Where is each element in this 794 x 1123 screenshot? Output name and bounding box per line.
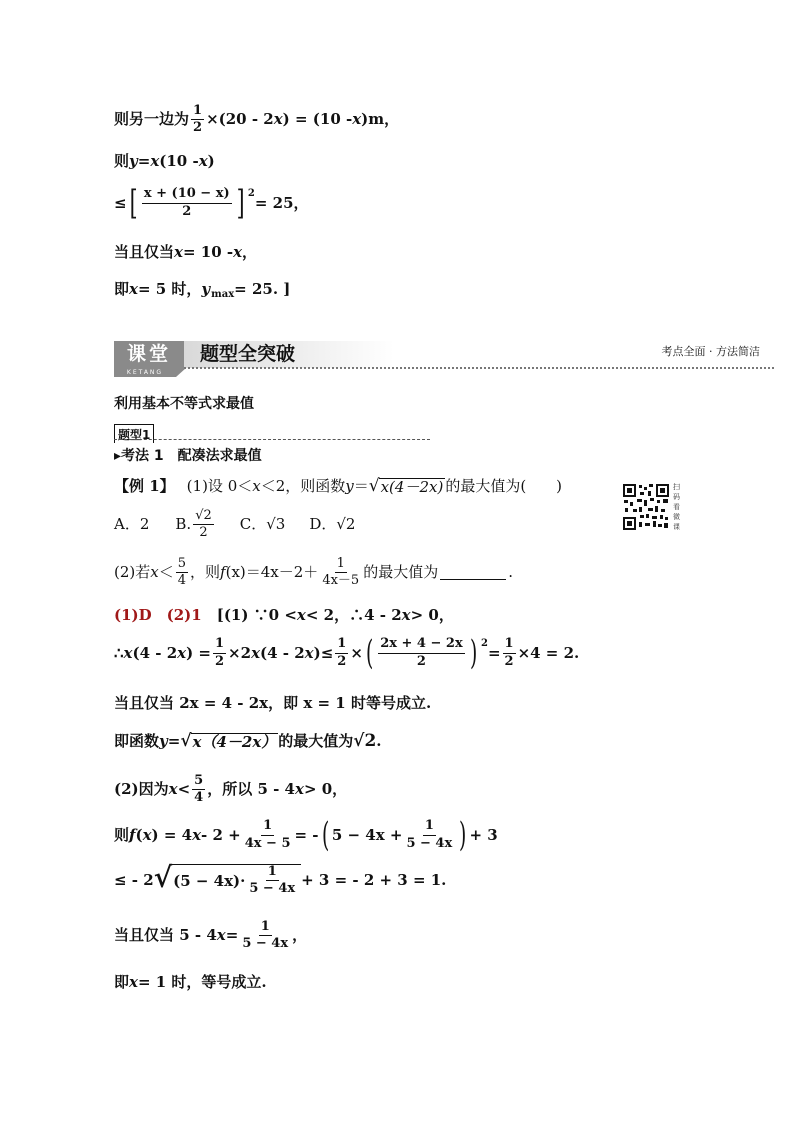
section-banner bbox=[114, 341, 774, 377]
text: + 3 bbox=[469, 825, 498, 844]
text: (x)＝4x－2＋ bbox=[225, 563, 319, 582]
numerator: 1 bbox=[266, 865, 279, 881]
var-y: y bbox=[345, 477, 354, 496]
text: < 2，∴4 - 2 bbox=[305, 606, 402, 624]
banner-dotted-rule bbox=[184, 367, 774, 369]
var-x: x bbox=[150, 152, 160, 170]
var-y: y bbox=[201, 280, 211, 298]
fraction bbox=[335, 637, 348, 669]
var-x: x bbox=[296, 606, 306, 624]
text: (5 − 4x)· bbox=[173, 871, 246, 890]
denominator: 2 bbox=[199, 525, 208, 541]
numerator: x + (10 − x) bbox=[142, 187, 232, 203]
var-x: x bbox=[352, 110, 362, 129]
text: ×2 bbox=[228, 643, 252, 662]
text: (2)因为 bbox=[114, 780, 169, 799]
text: 即 bbox=[114, 973, 130, 991]
solution-line-5 bbox=[114, 774, 347, 806]
var-x: x bbox=[251, 643, 261, 662]
text: 的最大值为( ) bbox=[445, 477, 563, 496]
heading-text: 利用基本不等式求最值 bbox=[114, 396, 254, 412]
text: 即函数 bbox=[114, 732, 160, 751]
subscript-max: max bbox=[211, 288, 235, 300]
option-d[interactable]: D．√2 bbox=[309, 515, 356, 534]
text: ×(20 - 2 bbox=[206, 110, 274, 129]
text: - 2 + bbox=[201, 825, 241, 844]
text: ＝ bbox=[353, 477, 369, 496]
denominator: 5 − 4x bbox=[406, 835, 453, 851]
var-x: x bbox=[233, 243, 243, 261]
var-x: x bbox=[252, 477, 261, 496]
text: + 3 = - 2 + 3 = 1. bbox=[301, 870, 447, 889]
fraction-one-half bbox=[191, 104, 204, 136]
text: > 0， bbox=[410, 606, 454, 624]
banner-sub-label: KETANG bbox=[114, 368, 176, 377]
example-options bbox=[114, 509, 355, 541]
var-f: f bbox=[220, 563, 226, 582]
section-heading bbox=[114, 397, 254, 411]
text: ) bbox=[207, 152, 215, 170]
radicand: x（4－2x） bbox=[192, 733, 277, 751]
radicand: x(4－2x) bbox=[380, 478, 444, 496]
var-x: x bbox=[129, 973, 138, 991]
denominator: 4x − 5 bbox=[244, 835, 291, 851]
text: 的最大值为 bbox=[363, 563, 439, 582]
exponent: 2 bbox=[480, 638, 488, 649]
text: ＜2，则函数 bbox=[260, 477, 346, 496]
max-value: √2 bbox=[353, 731, 377, 752]
var-x: x bbox=[273, 110, 283, 129]
text: × bbox=[350, 643, 363, 662]
denominator: 2 bbox=[215, 653, 225, 669]
text: ，所以 5 - 4 bbox=[207, 780, 295, 799]
qr-code-icon[interactable] bbox=[622, 483, 670, 531]
text: < bbox=[177, 780, 191, 799]
denominator: 2 bbox=[504, 653, 514, 669]
method-heading bbox=[114, 449, 262, 463]
text: ＜ bbox=[158, 563, 174, 582]
fraction bbox=[503, 637, 516, 669]
type-tag bbox=[114, 424, 154, 443]
solution-line-9 bbox=[114, 975, 267, 990]
option-b[interactable]: B. bbox=[175, 515, 192, 534]
line-max-result bbox=[114, 280, 291, 300]
text: (10 - bbox=[159, 152, 199, 170]
option-c[interactable]: C．√3 bbox=[239, 515, 286, 534]
line-y-def bbox=[114, 154, 215, 169]
numerator: 5 bbox=[176, 557, 188, 573]
denominator: 4 bbox=[177, 573, 187, 589]
numerator: 1 bbox=[191, 104, 204, 120]
var-x: x bbox=[216, 926, 226, 945]
text: = 10 - bbox=[182, 243, 234, 261]
text: (1)设 0＜ bbox=[186, 477, 253, 496]
method-text: ▸考法 1 配凑法求最值 bbox=[114, 448, 262, 464]
left-bracket: [ bbox=[129, 183, 138, 223]
radicand bbox=[171, 864, 301, 897]
var-y: y bbox=[129, 152, 138, 170]
text: 的最大值为 bbox=[278, 732, 354, 751]
radical-sign: √ bbox=[180, 731, 192, 751]
banner-box-label: 课堂 bbox=[114, 341, 184, 368]
example-tag: 【例 1】 bbox=[114, 477, 175, 496]
fraction-one-over-4x-5 bbox=[320, 557, 361, 589]
example-question-1 bbox=[114, 478, 562, 496]
text: = 1 时，等号成立. bbox=[137, 973, 267, 991]
var-x: x bbox=[129, 280, 138, 298]
line-inequality bbox=[114, 183, 309, 223]
text: . bbox=[376, 732, 382, 751]
numerator: 1 bbox=[423, 819, 436, 835]
denominator: 5 − 4x bbox=[249, 881, 296, 897]
fraction bbox=[192, 774, 205, 806]
solution-line-7 bbox=[114, 861, 447, 897]
answer-blank[interactable] bbox=[440, 565, 506, 580]
banner-right-caption: 考点全面 · 方法简洁 bbox=[661, 345, 760, 358]
text: 则 bbox=[114, 152, 130, 170]
text: ) = bbox=[186, 643, 211, 662]
text: ×4 = 2. bbox=[517, 643, 580, 662]
text: ∴ bbox=[114, 643, 124, 662]
type-dashed-rule bbox=[114, 439, 430, 440]
text: = bbox=[225, 926, 239, 945]
text: = 5 时， bbox=[137, 280, 202, 298]
text: 当且仅当 5 - 4 bbox=[114, 926, 217, 945]
text: = bbox=[167, 732, 181, 751]
right-paren: ) bbox=[459, 815, 467, 855]
text: ) = 4 bbox=[151, 825, 193, 844]
numerator: 1 bbox=[335, 637, 348, 653]
solution-line-6 bbox=[114, 815, 498, 855]
text: (2)若 bbox=[114, 563, 151, 582]
numerator: 1 bbox=[261, 819, 274, 835]
banner-title: 题型全突破 bbox=[200, 343, 296, 365]
text: 当且仅当 bbox=[114, 243, 175, 261]
text: = bbox=[487, 643, 501, 662]
right-bracket: ] bbox=[236, 183, 245, 223]
numerator: 5 bbox=[192, 774, 205, 790]
numerator: √2 bbox=[193, 509, 214, 525]
denominator: 4x－5 bbox=[322, 573, 360, 589]
fraction bbox=[247, 865, 297, 897]
text: > 0， bbox=[303, 780, 348, 799]
numerator: 1 bbox=[259, 920, 272, 936]
fraction bbox=[240, 920, 290, 952]
text: = bbox=[137, 152, 151, 170]
text: (4 - 2 bbox=[260, 643, 305, 662]
text: ) = (10 - bbox=[282, 110, 353, 129]
text: )≤ bbox=[313, 643, 334, 662]
var-x: x bbox=[295, 780, 304, 799]
radical-sign: √ bbox=[368, 476, 380, 496]
var-x: x bbox=[168, 780, 178, 799]
exponent: 2 bbox=[247, 188, 255, 199]
text: 则另一边为 bbox=[114, 110, 190, 129]
banner-triangle bbox=[176, 368, 186, 377]
var-x: x bbox=[401, 606, 411, 624]
text: ， bbox=[242, 243, 258, 261]
fraction-avg bbox=[142, 187, 232, 219]
numerator: 2x + 4 − 2x bbox=[378, 637, 465, 653]
text: )m， bbox=[361, 110, 400, 129]
radical-sign: √ bbox=[153, 861, 173, 894]
text: 即 bbox=[114, 280, 130, 298]
fraction bbox=[378, 637, 465, 669]
type-label: 题型1 bbox=[114, 424, 154, 443]
denominator: 2 bbox=[193, 120, 203, 136]
right-paren: ) bbox=[469, 633, 477, 673]
denominator: 2 bbox=[182, 203, 192, 219]
numerator: 1 bbox=[335, 557, 347, 573]
var-x: x bbox=[192, 825, 202, 844]
var-f: f bbox=[129, 825, 136, 844]
var-x: x bbox=[150, 563, 159, 582]
var-x: x bbox=[174, 243, 183, 261]
solution-line-8 bbox=[114, 920, 307, 952]
text: . bbox=[508, 563, 513, 582]
var-x: x bbox=[142, 825, 152, 844]
fraction bbox=[404, 819, 454, 851]
text: 则 bbox=[114, 825, 130, 844]
denominator: 2 bbox=[337, 653, 347, 669]
qr-caption: 扫码看微课 bbox=[673, 483, 680, 531]
fraction-sqrt2-over-2 bbox=[193, 509, 214, 541]
solution-line-4 bbox=[114, 733, 382, 751]
var-y: y bbox=[159, 732, 168, 751]
var-x: x bbox=[123, 643, 133, 662]
text: 当且仅当 2x = 4 - 2x，即 x = 1 时等号成立. bbox=[114, 694, 432, 712]
sqrt-expression bbox=[153, 861, 301, 897]
line-other-side bbox=[114, 104, 399, 136]
example-question-2 bbox=[114, 557, 513, 589]
answer-key: (1)D (2)1 bbox=[114, 606, 202, 624]
fraction-five-fourths bbox=[176, 557, 188, 589]
left-paren: ( bbox=[365, 633, 374, 673]
var-x: x bbox=[177, 643, 187, 662]
solution-line-2 bbox=[114, 633, 580, 673]
text: = 25. ] bbox=[234, 280, 291, 298]
left-paren: ( bbox=[321, 815, 329, 855]
option-a[interactable]: A．2 bbox=[114, 515, 150, 534]
denominator: 5 − 4x bbox=[242, 936, 289, 952]
text: ( bbox=[135, 825, 143, 844]
sqrt-expression bbox=[180, 733, 278, 751]
text: (4 - 2 bbox=[132, 643, 178, 662]
line-equality-cond bbox=[114, 245, 257, 260]
denominator: 4 bbox=[194, 790, 204, 806]
numerator: 1 bbox=[213, 637, 226, 653]
fraction bbox=[213, 637, 226, 669]
text: = - bbox=[294, 825, 319, 844]
fraction bbox=[243, 819, 293, 851]
sqrt-expression bbox=[369, 478, 446, 496]
numerator: 1 bbox=[503, 637, 516, 653]
text: ，则 bbox=[190, 563, 221, 582]
text: [(1) ∵0 < bbox=[201, 606, 297, 624]
var-x: x bbox=[198, 152, 208, 170]
text: = 25， bbox=[254, 193, 309, 212]
solution-line-3 bbox=[114, 696, 431, 711]
solution-line-1 bbox=[114, 608, 454, 623]
var-x: x bbox=[304, 643, 314, 662]
text: ， bbox=[292, 926, 308, 945]
denominator: 2 bbox=[416, 653, 426, 669]
text: 5 − 4x + bbox=[331, 825, 403, 844]
text: ≤ - 2 bbox=[114, 870, 154, 889]
le-symbol: ≤ bbox=[114, 193, 127, 212]
